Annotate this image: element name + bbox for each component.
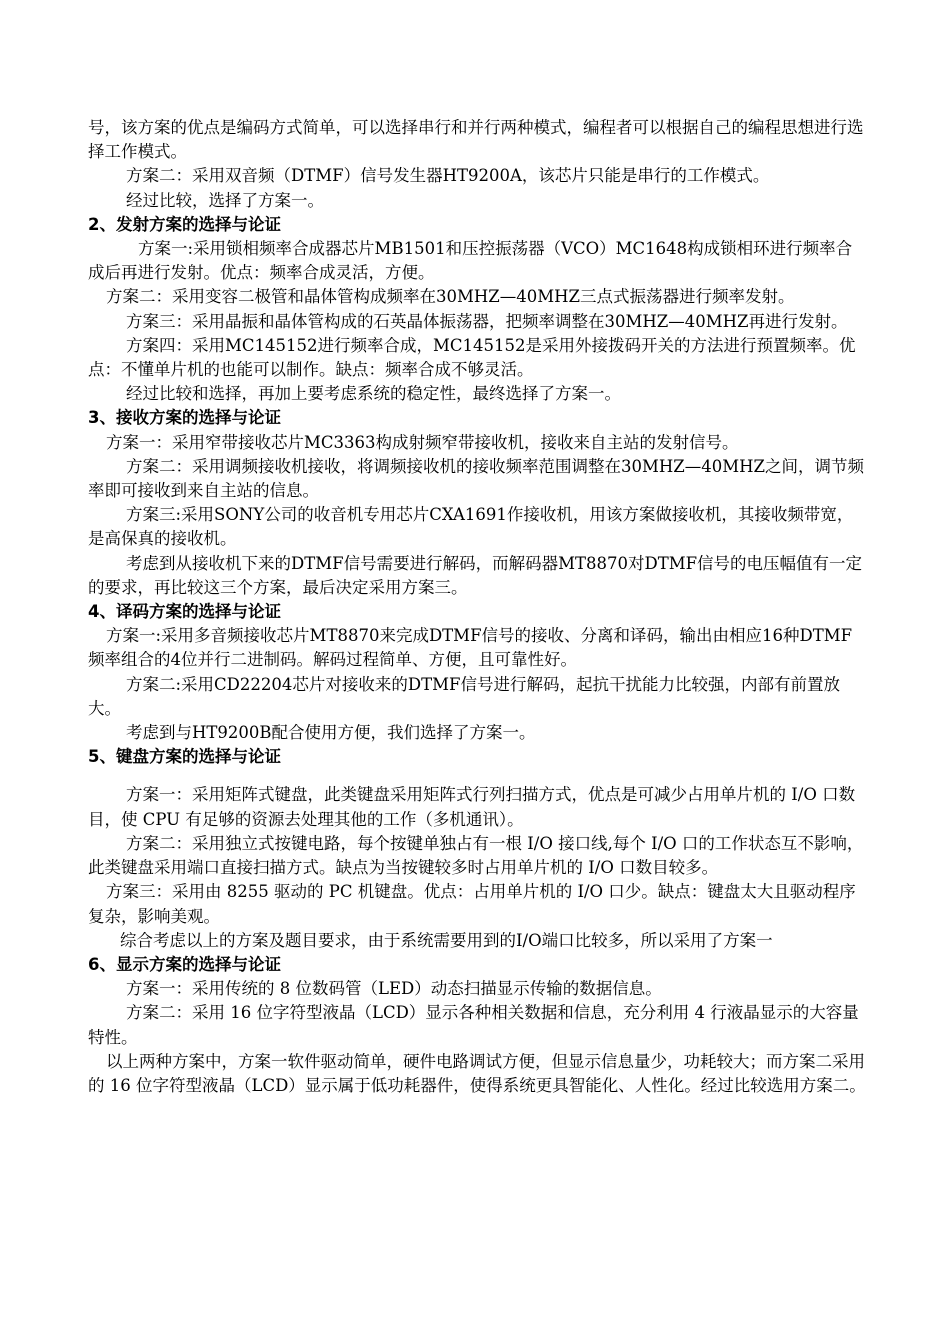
paragraph-s1-tail: 号，该方案的优点是编码方式简单，可以选择串行和并行两种模式，编程者可以根据自己的编程思想进行选择工作模式。 [88, 118, 864, 162]
paragraph-s3-option1: 方案一：采用窄带接收芯片MC3363构成射频窄带接收机，接收来自主站的发射信号。 [106, 432, 739, 452]
paragraph-s6-option1: 方案一：采用传统的 8 位数码管（LED）动态扫描显示传输的数据信息。 [126, 979, 662, 999]
paragraph-s1-option2: 方案二：采用双音频（DTMF）信号发生器HT9200A，该芯片只能是串行的工作模式。 [126, 166, 770, 186]
document-page [88, 116, 868, 1098]
paragraph-s4-option2: 方案二:采用CD22204芯片对接收来的DTMF信号进行解码，起抗干扰能力比较强，内部有前置放大。 [88, 674, 840, 718]
paragraph-s2-conclusion: 经过比较和选择，再加上要考虑系统的稳定性，最终选择了方案一。 [126, 384, 621, 404]
paragraph-s6-option2: 方案二：采用 16 位字符型液晶（LCD）显示各种相关数据和信息，充分利用 4 行液晶显示的大容量特性。 [88, 1003, 859, 1047]
heading-section-3: 3、接收方案的选择与论证 [88, 408, 281, 428]
paragraph-s3-option3: 方案三:采用SONY公司的收音机专用芯片CXA1691作接收机，用该方案做接收机，其接收频带宽，是高保真的接收机。 [88, 505, 854, 549]
paragraph-s2-option1: 方案一:采用锁相频率合成器芯片MB1501和压控振荡器（VCO）MC1648构成锁相环进行频率合成后再进行发射。优点：频率合成灵活，方便。 [88, 239, 853, 283]
paragraph-s4-conclusion: 考虑到与HT9200B配合使用方便，我们选择了方案一。 [126, 723, 536, 743]
paragraph-s5-option2: 方案二：采用独立式按键电路，每个按键单独占有一根 I/O 接口线,每个 I/O 口的工作状态互不影响，此类键盘采用端口直接扫描方式。缺点为当按键较多时占用单片机的 I/O 口数目较多。 [88, 833, 864, 878]
paragraph-s2-option2: 方案二：采用变容二极管和晶体管构成频率在30MHZ—40MHZ三点式振荡器进行频率发射。 [106, 287, 795, 307]
heading-section-4: 4、译码方案的选择与论证 [88, 602, 281, 622]
paragraph-s2-option4: 方案四：采用MC145152进行频率合成，MC145152是采用外接拨码开关的方法进行预置频率。优点：不懂单片机的也能可以制作。缺点：频率合成不够灵活。 [88, 335, 856, 380]
paragraph-s3-option2: 方案二：采用调频接收机接收，将调频接收机的接收频率范围调整在30MHZ—40MHZ之间，调节频率即可接收到来自主站的信息。 [88, 456, 864, 501]
paragraph-s4-option1: 方案一:采用多音频接收芯片MT8870来完成DTMF信号的接收、分离和译码，输出由相应16种DTMF频率组合的4位并行二进制码。解码过程简单、方便，且可靠性好。 [88, 626, 853, 670]
paragraph-s3-conclusion: 考虑到从接收机下来的DTMF信号需要进行解码，而解码器MT8870对DTMF信号的电压幅值有一定的要求，再比较这三个方案，最后决定采用方案三。 [88, 553, 863, 597]
heading-section-5: 5、键盘方案的选择与论证 [88, 747, 281, 767]
paragraph-s5-conclusion: 综合考虑以上的方案及题目要求，由于系统需要用到的I/O端口比较多，所以采用了方案一 [120, 930, 773, 950]
paragraph-s1-conclusion: 经过比较，选择了方案一。 [126, 190, 324, 210]
heading-section-2: 2、发射方案的选择与论证 [88, 214, 281, 234]
paragraph-s6-conclusion: 以上两种方案中，方案一软件驱动简单，硬件电路调试方便，但显示信息量少，功耗较大；而方案二采用的 16 位字符型液晶（LCD）显示属于低功耗器件，使得系统更具智能化、人性化。经过比较选用方案二。 [88, 1051, 866, 1095]
paragraph-s2-option3: 方案三：采用晶振和晶体管构成的石英晶体振荡器，把频率调整在30MHZ—40MHZ再进行发射。 [126, 311, 848, 331]
spacer [88, 769, 868, 783]
heading-section-6: 6、显示方案的选择与论证 [88, 954, 281, 974]
paragraph-s5-option1: 方案一：采用矩阵式键盘，此类键盘采用矩阵式行列扫描方式，优点是可减少占用单片机的 I/O 口数目，使 CPU 有足够的资源去处理其他的工作（多机通讯）。 [88, 785, 856, 829]
paragraph-s5-option3: 方案三：采用由 8255 驱动的 PC 机键盘。优点：占用单片机的 I/O 口少。缺点：键盘太大且驱动程序复杂，影响美观。 [88, 882, 856, 926]
